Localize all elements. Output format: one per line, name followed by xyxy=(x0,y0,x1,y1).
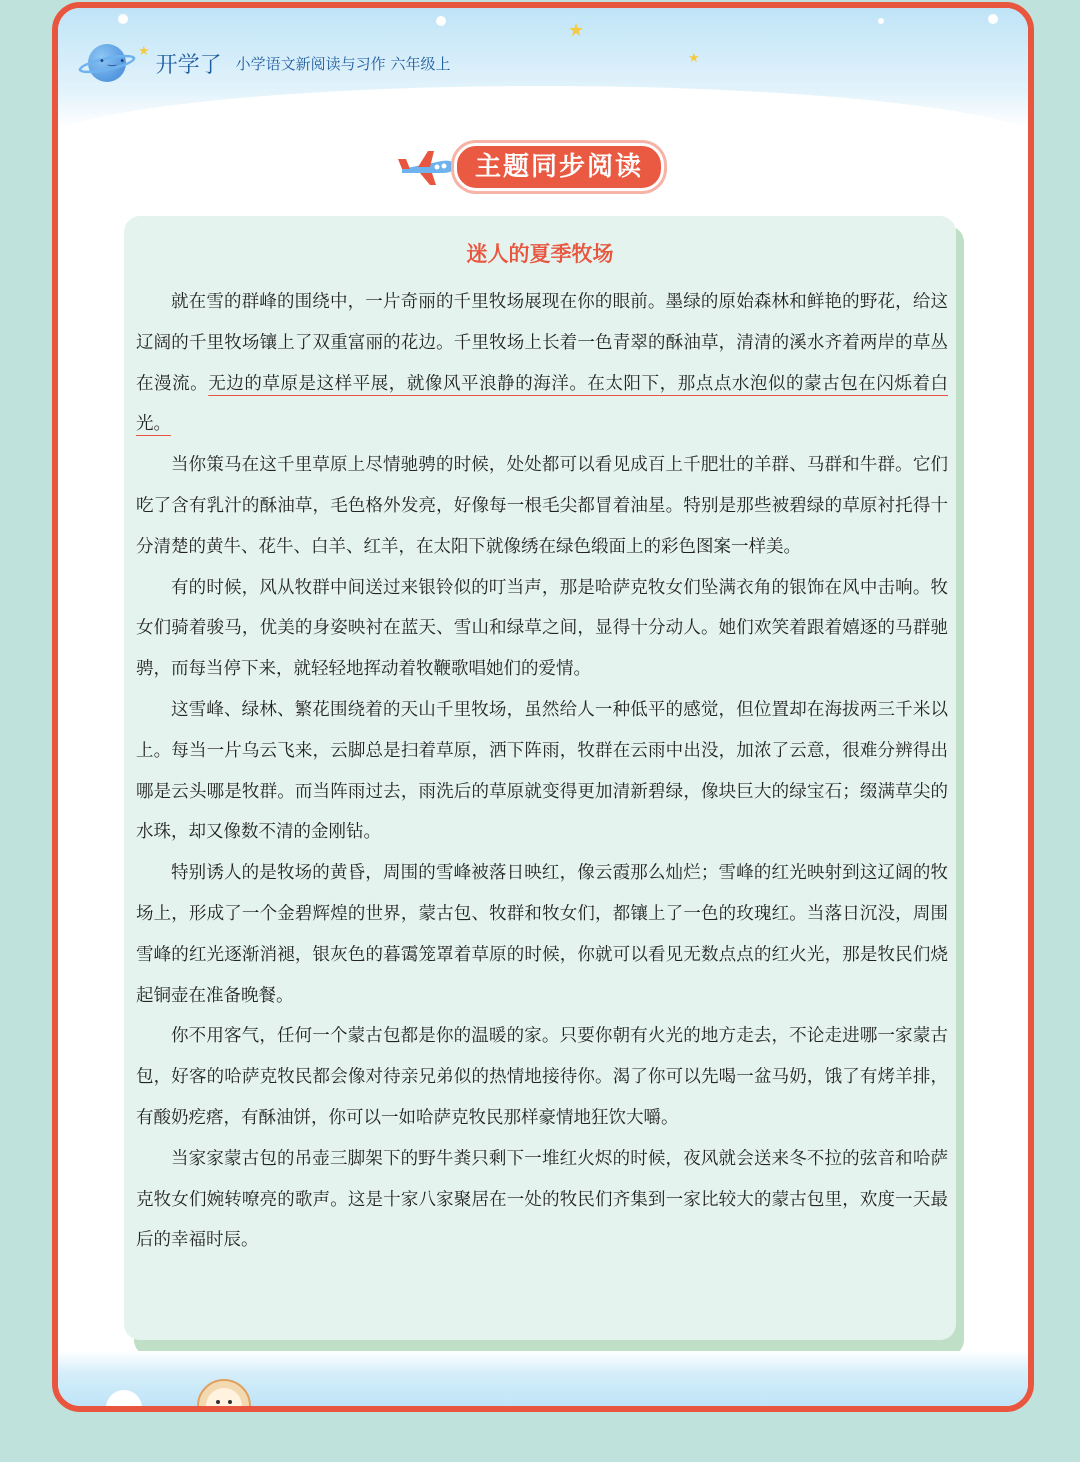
paragraph-7: 当家家蒙古包的吊壶三脚架下的野牛粪只剩下一堆红火烬的时候，夜风就会送来冬不拉的弦音和哈萨克牧女们婉转嘹亮的歌声。这是十家八家聚居在一处的牧民们齐集到一家比较大的蒙古包里，欢度一天最后的幸福时辰。 xyxy=(136,1148,948,1251)
header-subtitle: 小学语文新阅读与习作 六年级上 xyxy=(235,54,451,73)
header-brand: 开学了 xyxy=(155,52,222,78)
paragraph-4: 这雪峰、绿林、繁花围绕着的天山千里牧场，虽然给人一种低平的感觉，但位置却在海拔两三千米以上。每当一片乌云飞来，云脚总是扫着草原，洒下阵雨，牧群在云雨中出没，加浓了云意，很难分辨得出哪是云头哪是牧群。而当阵雨过去，雨洗后的草原就变得更加清新碧绿，像块巨大的绿宝石；缀满草尖的水珠，却又像数不清的金刚钻。 xyxy=(136,699,948,843)
decor-dot xyxy=(988,14,998,24)
planet-icon: • ‿ • xyxy=(82,38,132,88)
decor-dot xyxy=(878,18,884,24)
page-frame xyxy=(52,2,1034,1412)
header xyxy=(82,36,450,90)
article-body xyxy=(136,282,948,1261)
paragraph-2: 当你策马在这千里草原上尽情驰骋的时候，处处都可以看见成百上千肥壮的羊群、马群和牛群。它们吃了含有乳汁的酥油草，毛色格外发亮，好像每一根毛尖都冒着油星。特别是那些被碧绿的草原衬托得十分清楚的黄牛、花牛、白羊、红羊，在太阳下就像绣在绿色缎面上的彩色图案一样美。 xyxy=(136,455,948,557)
paragraph-6: 你不用客气，任何一个蒙古包都是你的温暖的家。只要你朝有火光的地方走去，不论走进哪一家蒙古包，好客的哈萨克牧民都会像对待亲兄弟似的热情地接待你。渴了你可以先喝一盆马奶，饿了有烤羊排，有酸奶疙瘩，有酥油饼，你可以一如哈萨克牧民那样豪情地狂饮大嚼。 xyxy=(136,1026,948,1128)
paragraph-1-text: 就在雪的群峰的围绕中，一片奇丽的千里牧场展现在你的眼前。墨绿的原始森林和鲜艳的野花，给这辽阔的千里牧场镶上了双重富丽的花边。千里牧场上长着一色青翠的酥油草，清清的溪水齐着两岸的草丛在漫流。 xyxy=(136,292,948,394)
paragraph-1 xyxy=(136,282,948,445)
article-title: 迷人的夏季牧场 xyxy=(466,242,614,266)
star-icon: ★ xyxy=(138,43,150,59)
star-icon: ★ xyxy=(568,20,585,41)
paragraph-3: 有的时候，风从牧群中间送过来银铃似的叮当声，那是哈萨克牧女们坠满衣角的银饰在风中击响。牧女们骑着骏马，优美的身姿映衬在蓝天、雪山和绿草之间，显得十分动人。她们欢笑着跟着嬉逐的马群驰骋，而每当停下来，就轻轻地挥动着牧鞭歌唱她们的爱情。 xyxy=(136,577,948,680)
section-title: 主题同步阅读 xyxy=(454,143,664,191)
underlined-sentence: 无边的草原是这样平展，就像风平浪静的海洋。在太阳下，那点点水泡似的蒙古包在闪烁着白光。 xyxy=(136,373,949,435)
section-title-banner xyxy=(398,141,698,189)
decor-dot xyxy=(118,14,128,24)
airplane-icon xyxy=(398,147,458,187)
star-icon: ★ xyxy=(688,51,700,66)
astronaut-icon xyxy=(194,1376,254,1406)
paragraph-5: 特别诱人的是牧场的黄昏，周围的雪峰被落日映红，像云霞那么灿烂；雪峰的红光映射到这辽阔的牧场上，形成了一个金碧辉煌的世界，蒙古包、牧群和牧女们，都镶上了一色的玫瑰红。当落日沉没，周围雪峰的红光逐渐消褪，银灰色的暮霭笼罩着草原的时候，你就可以看见无数点点的红火光，那是牧民们烧起铜壶在准备晚餐。 xyxy=(136,863,948,1006)
decor-dot xyxy=(436,16,446,26)
article-card xyxy=(124,216,956,1340)
